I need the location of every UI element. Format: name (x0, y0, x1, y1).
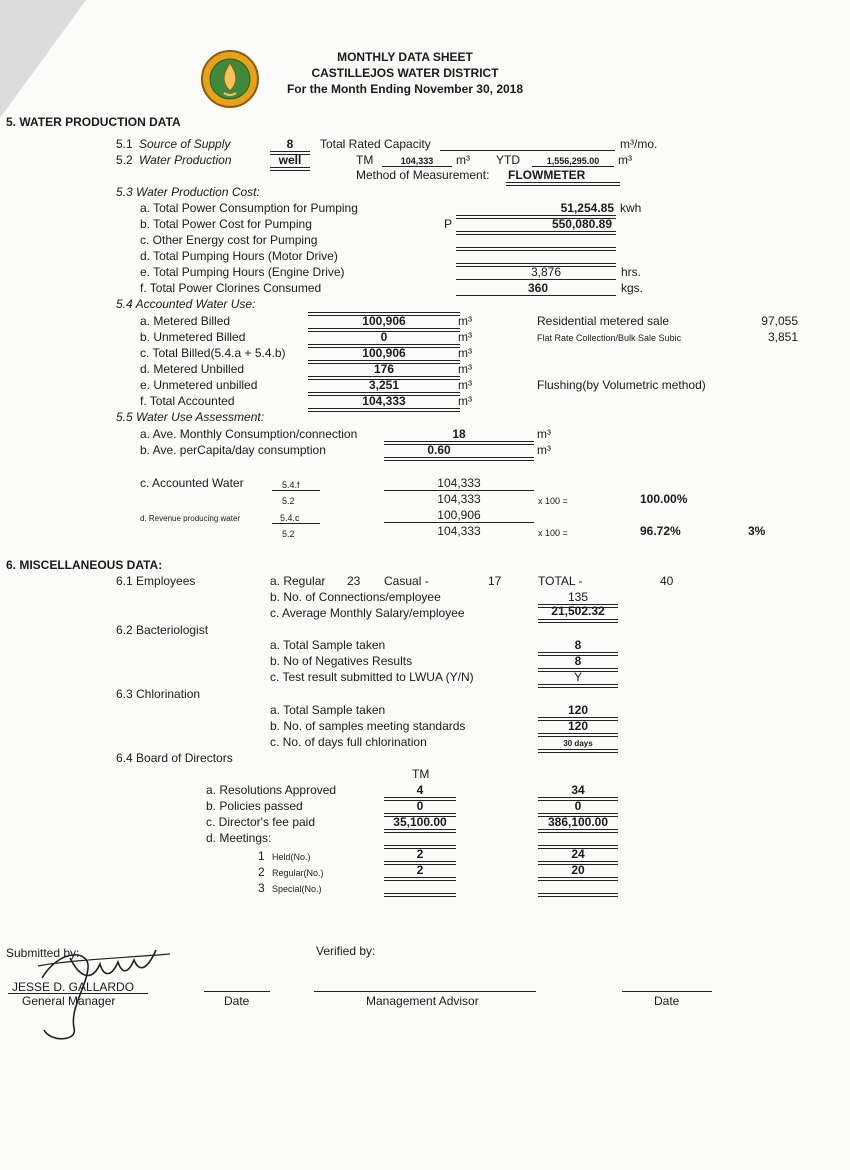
unmetered-billed-value: 0 (380, 330, 388, 344)
l54f-label: f. Total Accounted (140, 394, 235, 408)
water-district-logo-icon (200, 49, 260, 109)
bact-samples-value: 8 (574, 638, 582, 652)
average-salary-value: 21,502.32 (551, 604, 605, 618)
l64a-label: a. Resolutions Approved (206, 783, 337, 797)
accounted-denominator-ref: 5.2 (282, 496, 295, 506)
rule (384, 877, 456, 881)
l64d-label: d. Meetings: (206, 831, 272, 845)
fraction-bar (272, 523, 320, 524)
meeting-2-num: 2 (258, 865, 265, 879)
casual-value: 17 (488, 574, 502, 588)
lwua-submitted-value: Y (573, 670, 582, 684)
l54b-label: b. Unmetered Billed (140, 330, 246, 344)
date-label-1: Date (224, 994, 250, 1008)
rule (440, 150, 615, 151)
regular-meeting-tm-value: 2 (416, 863, 424, 877)
advisor-signature-line (314, 991, 536, 992)
l51-unit: m³/mo. (620, 137, 658, 151)
resolutions-ytd-value: 34 (571, 783, 585, 797)
l54d-label: d. Metered Unbilled (140, 362, 245, 376)
rule (382, 166, 452, 167)
district-name: CASTILLEJOS WATER DISTRICT (311, 66, 499, 80)
date-label-2: Date (654, 994, 680, 1008)
l54a-label: a. Metered Billed (140, 314, 231, 328)
revenue-percent: 96.72% (640, 524, 681, 538)
accounted-water-label: c. Accounted Water (140, 476, 244, 490)
l53a-label: a. Total Power Consumption for Pumping (140, 201, 358, 215)
fraction-bar (384, 522, 534, 523)
rule (538, 684, 618, 688)
advisor-label: Management Advisor (366, 994, 479, 1008)
resolutions-tm-value: 4 (416, 783, 424, 797)
multiplier: x 100 = (538, 496, 568, 506)
total-label: TOTAL - (538, 574, 583, 588)
regular-meeting-ytd-value: 20 (571, 863, 585, 877)
rule (456, 295, 616, 296)
rule (532, 166, 614, 167)
method-value: FLOWMETER (508, 168, 586, 182)
unit-m3: m³ (458, 330, 472, 344)
l63c-label: c. No. of days full chlorination (270, 735, 427, 749)
negative-results-value: 8 (574, 654, 582, 668)
l55-heading: 5.5 Water Use Assessment: (116, 410, 265, 424)
unit-m3: m³ (456, 153, 470, 167)
special-meeting-label: Special(No.) (272, 884, 322, 894)
l53f-label: f. Total Power Clorines Consumed (140, 281, 322, 295)
pumping-hours-engine-value: 3,876 (530, 265, 562, 279)
rule (538, 749, 618, 753)
connections-per-employee-value: 135 (567, 590, 589, 604)
fraction-bar (384, 490, 534, 491)
total-accounted-value: 104,333 (362, 394, 406, 408)
submitted-by-label: Submitted by: (6, 946, 80, 960)
l62b-label: b. No of Negatives Results (270, 654, 413, 668)
section-6-title: 6. MISCELLANEOUS DATA: (6, 558, 163, 572)
tm-label: TM (356, 153, 374, 167)
l53-heading: 5.3 Water Production Cost: (116, 185, 260, 199)
water-production-value: well (278, 153, 302, 167)
l53e-unit: hrs. (621, 265, 642, 279)
l53d-label: d. Total Pumping Hours (Motor Drive) (140, 249, 338, 263)
l53f-unit: kgs. (621, 281, 644, 295)
tm-column-label: TM (412, 767, 430, 781)
chlor-samples-value: 120 (567, 703, 589, 717)
l63b-label: b. No. of samples meeting standards (270, 719, 466, 733)
signatory-name: JESSE D. GALLARDO (12, 980, 135, 994)
full-chlorination-days-value: 30 days (563, 739, 593, 748)
rule (506, 182, 620, 186)
accounted-numerator-value: 104,333 (437, 476, 481, 490)
held-tm-value: 2 (416, 847, 424, 861)
l53e-label: e. Total Pumping Hours (Engine Drive) (140, 265, 345, 279)
rule (384, 893, 456, 897)
total-employees-value: 40 (660, 574, 674, 588)
date-line (204, 991, 270, 992)
unit-m3: m³ (458, 394, 472, 408)
l64b-label: b. Policies passed (206, 799, 303, 813)
revenue-denominator-value: 104,333 (437, 524, 481, 538)
directors-fee-ytd-value: 386,100.00 (547, 815, 609, 829)
ytd-label: YTD (496, 153, 520, 167)
l52-label: Water Production (139, 153, 232, 167)
l63a-label: a. Total Sample taken (270, 703, 386, 717)
l62-heading: 6.2 Bacteriologist (116, 623, 209, 637)
rule (456, 231, 616, 235)
rule (538, 877, 618, 881)
l54-heading: 5.4 Accounted Water Use: (116, 297, 256, 311)
l51-label: Source of Supply (139, 137, 231, 151)
metered-billed-value: 100,906 (362, 314, 406, 328)
l61-heading: 6.1 Employees (116, 574, 196, 588)
flat-rate-label: Flat Rate Collection/Bulk Sale Subic (537, 333, 682, 343)
total-billed-value: 100,906 (362, 346, 406, 360)
l52-num: 5.2 (116, 153, 133, 167)
regular-meeting-label: Regular(No.) (272, 868, 324, 878)
report-period: For the Month Ending November 30, 2018 (286, 82, 524, 96)
l63-heading: 6.3 Chlorination (116, 687, 201, 701)
casual-label: Casual - (384, 574, 429, 588)
rule (456, 247, 616, 251)
l54e-label: e. Unmetered unbilled (140, 378, 258, 392)
meeting-1-num: 1 (258, 849, 265, 863)
meeting-3-num: 3 (258, 881, 265, 895)
l64-heading: 6.4 Board of Directors (116, 751, 233, 765)
sheet-title: MONTHLY DATA SHEET (337, 50, 473, 64)
revenue-numerator-ref: 5.4.c (280, 513, 300, 523)
rule (538, 619, 618, 623)
directors-fee-tm-value: 35,100.00 (393, 815, 447, 829)
power-cost-value: 550,080.89 (551, 217, 612, 231)
power-consumption-value: 51,254.85 (560, 201, 614, 215)
l55a-label: a. Ave. Monthly Consumption/connection (140, 427, 358, 441)
policies-ytd-value: 0 (574, 799, 582, 813)
fraction-bar (272, 490, 320, 491)
residential-label: Residential metered sale (537, 314, 670, 328)
verified-by-label: Verified by: (316, 944, 376, 958)
revenue-numerator-value: 100,906 (437, 508, 481, 522)
policies-tm-value: 0 (416, 799, 424, 813)
unit-m3: m³ (537, 427, 551, 441)
signatory-position: General Manager (22, 994, 116, 1008)
held-label: Held(No.) (272, 852, 311, 862)
l62a-label: a. Total Sample taken (270, 638, 386, 652)
rule (384, 457, 534, 461)
clorines-consumed-value: 360 (527, 281, 549, 295)
accounted-denominator-value: 104,333 (437, 492, 481, 506)
l53b-label: b. Total Power Cost for Pumping (140, 217, 312, 231)
l61b-label: b. No. of Connections/employee (270, 590, 441, 604)
revenue-extra-percent: 3% (748, 524, 766, 538)
section-5-title: 5. WATER PRODUCTION DATA (6, 115, 181, 129)
ave-monthly-consumption-value: 18 (452, 427, 466, 441)
l51-capacity-label: Total Rated Capacity (320, 137, 431, 151)
source-of-supply-value: 8 (286, 137, 294, 151)
multiplier: x 100 = (538, 528, 568, 538)
meeting-standards-value: 120 (567, 719, 589, 733)
rule (538, 893, 618, 897)
regular-value: 23 (347, 574, 361, 588)
l55b-label: b. Ave. perCapita/day consumption (140, 443, 326, 457)
ave-percapita-value: 0.60 (427, 443, 451, 457)
unit-m3: m³ (458, 346, 472, 360)
l62c-label: c. Test result submitted to LWUA (Y/N) (270, 670, 474, 684)
l64c-label: c. Director's fee paid (206, 815, 316, 829)
peso-sign: P (444, 217, 453, 231)
residential-value: 97,055 (761, 314, 798, 328)
rule (384, 829, 456, 833)
l54c-label: c. Total Billed(5.4.a + 5.4.b) (140, 346, 286, 360)
revenue-denominator-ref: 5.2 (282, 529, 295, 539)
tm-production-value: 104,333 (400, 156, 434, 166)
held-ytd-value: 24 (571, 847, 585, 861)
flat-rate-value: 3,851 (767, 330, 798, 344)
accounted-percent: 100.00% (640, 492, 688, 506)
l53a-unit: kwh (620, 201, 642, 215)
unit-m3: m³ (458, 362, 472, 376)
regular-label: a. Regular (270, 574, 326, 588)
rule (308, 408, 460, 412)
date-line (622, 991, 712, 992)
method-label: Method of Measurement: (356, 168, 490, 182)
flushing-label: Flushing(by Volumetric method) (537, 378, 706, 392)
unit-m3: m³ (458, 314, 472, 328)
accounted-numerator-ref: 5.4.f (282, 480, 300, 490)
unit-m3: m³ (458, 378, 472, 392)
metered-unbilled-value: 176 (373, 362, 395, 376)
l53c-label: c. Other Energy cost for Pumping (140, 233, 318, 247)
folded-corner (0, 0, 86, 118)
revenue-water-label: d. Revenue producing water (140, 514, 241, 523)
rule (270, 167, 310, 171)
rule (456, 279, 616, 280)
unit-m3: m³ (537, 443, 551, 457)
l51-num: 5.1 (116, 137, 133, 151)
unmetered-unbilled-value: 3,251 (368, 378, 400, 392)
rule (538, 829, 618, 833)
unit-m3: m³ (618, 153, 632, 167)
l61c-label: c. Average Monthly Salary/employee (270, 606, 465, 620)
ytd-production-value: 1,556,295.00 (546, 156, 600, 166)
